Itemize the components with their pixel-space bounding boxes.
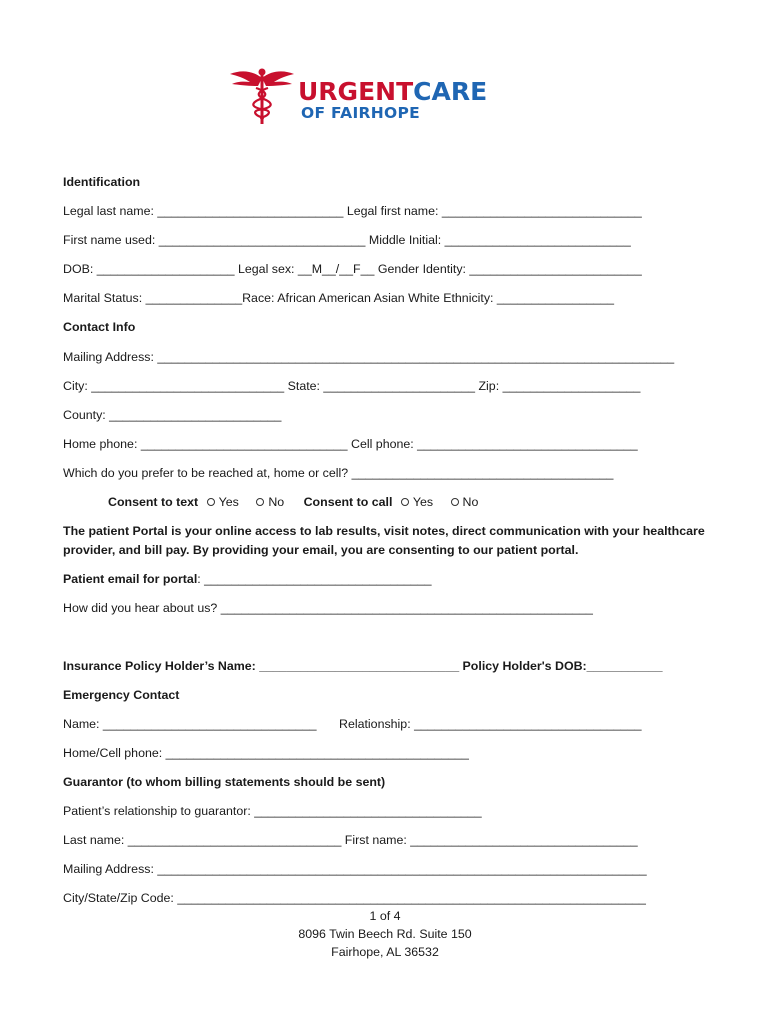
emergency-relationship-line: Relationship: _________________________________ xyxy=(339,717,642,731)
county-line: County: _________________________ xyxy=(63,408,282,422)
portal-email-blank: : _________________________________ xyxy=(197,572,432,586)
consent-text-no-label: No xyxy=(268,495,285,509)
emergency-contact-heading: Emergency Contact xyxy=(63,688,180,702)
consent-call-yes-radio[interactable] xyxy=(401,498,409,506)
emergency-phone-line: Home/Cell phone: ____________________________________________ xyxy=(63,746,469,760)
mailing-address-line: Mailing Address: ___________________________________________________________________________ xyxy=(63,350,675,364)
consent-call-yes-label: Yes xyxy=(412,495,434,509)
consent-text-yes-label: Yes xyxy=(218,495,239,509)
preferred-contact-line: Which do you prefer to be reached at, home or cell? ______________________________________ xyxy=(63,466,614,480)
insurance-holder-line: Insurance Policy Holder’s Name: _____________________________ Policy Holder's DOB:___________ xyxy=(63,659,663,673)
consent-call-no-radio[interactable] xyxy=(451,498,459,506)
emergency-name-line: Name: _______________________________ xyxy=(63,717,317,731)
logo-word-urgent: URGENT xyxy=(298,77,414,106)
consent-row xyxy=(108,494,478,510)
portal-email-line xyxy=(63,571,432,587)
guarantor-relationship-line: Patient’s relationship to guarantor: _________________________________ xyxy=(63,804,482,818)
portal-paragraph-line2: provider, and bill pay. By providing your email, you are consenting to our patient portal. xyxy=(63,543,579,557)
footer-address-line2: Fairhope, AL 36532 xyxy=(331,945,439,959)
portal-paragraph-line1: The patient Portal is your online access to lab results, visit notes, direct communication with your healthcare xyxy=(63,524,705,538)
city-state-zip-line: City: ____________________________ State: ______________________ Zip: ____________________ xyxy=(63,379,641,393)
consent-text-label: Consent to text xyxy=(108,495,199,509)
consent-text-yes-radio[interactable] xyxy=(207,498,215,506)
identification-heading: Identification xyxy=(63,175,141,189)
first-name-used-line: First name used: ______________________________ Middle Initial: ___________________________ xyxy=(63,233,631,247)
guarantor-mailing-line: Mailing Address: _______________________________________________________________________ xyxy=(63,862,647,876)
guarantor-city-line: City/State/Zip Code: ____________________________________________________________________ xyxy=(63,891,646,905)
guarantor-names-line: Last name: _______________________________ First name: _________________________________ xyxy=(63,833,638,847)
footer-address-line1: 8096 Twin Beech Rd. Suite 150 xyxy=(298,927,472,941)
contact-info-heading: Contact Info xyxy=(63,320,136,334)
logo-word-of-fairhope: OF FAIRHOPE xyxy=(301,104,421,122)
legal-name-line: Legal last name: ___________________________ Legal first name: _____________________________ xyxy=(63,204,642,218)
page-number: 1 of 4 xyxy=(369,909,401,923)
portal-email-label: Patient email for portal xyxy=(63,572,198,586)
phones-line: Home phone: ______________________________ Cell phone: ________________________________ xyxy=(63,437,638,451)
logo-wordmark xyxy=(298,78,487,106)
urgent-care-logo xyxy=(228,66,488,128)
consent-call-label: Consent to call xyxy=(303,495,393,509)
consent-call-no-label: No xyxy=(462,495,479,509)
dob-sex-gender-line: DOB: ____________________ Legal sex: __M__/__F__ Gender Identity: _________________________ xyxy=(63,262,642,276)
caduceus-icon xyxy=(228,66,296,126)
consent-text-no-radio[interactable] xyxy=(256,498,264,506)
referral-source-line: How did you hear about us? ______________________________________________________ xyxy=(63,601,593,615)
logo-word-care: CARE xyxy=(413,77,488,106)
marital-race-ethnicity-line: Marital Status: ______________Race: African American Asian White Ethnicity: _________________ xyxy=(63,291,615,305)
guarantor-heading: Guarantor (to whom billing statements should be sent) xyxy=(63,775,386,789)
